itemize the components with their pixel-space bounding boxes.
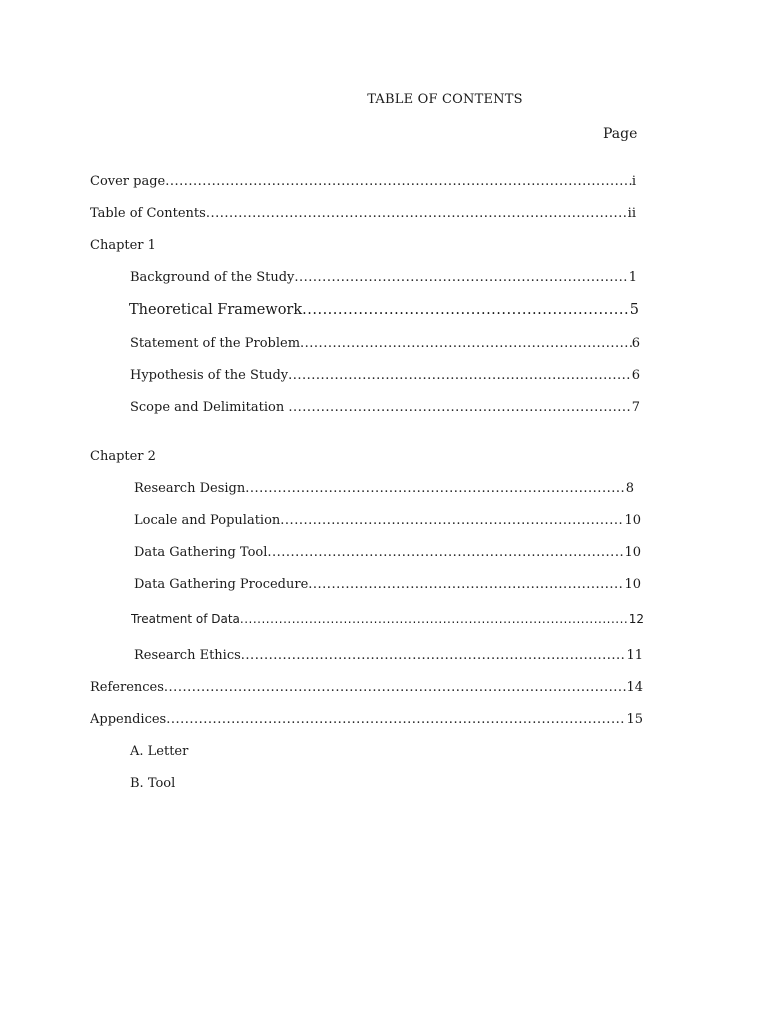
toc-entry-label: References — [90, 680, 164, 695]
toc-entry-label: Research Design — [134, 481, 246, 496]
toc-entry-label: Treatment of Data — [131, 612, 240, 626]
toc-entry-label: Cover page — [90, 174, 166, 189]
toc-entry-page: 14 — [626, 680, 643, 695]
toc-entry-scope — [130, 400, 640, 420]
toc-entry-page: 6 — [631, 336, 640, 351]
dot-leader — [302, 302, 630, 318]
toc-entry-page: 7 — [631, 400, 640, 415]
toc-entry-label: Hypothesis of the Study — [130, 368, 289, 383]
dot-leader — [245, 481, 625, 496]
dot-leader — [166, 712, 626, 727]
dot-leader — [240, 612, 629, 626]
page-column-heading: Page — [603, 126, 638, 142]
dot-leader — [164, 680, 627, 695]
dot-leader — [267, 545, 624, 560]
toc-entry-research-design — [134, 481, 634, 501]
toc-entry-research-ethics — [134, 648, 643, 668]
toc-entry-theoretical-framework — [129, 302, 639, 322]
appendix-a-letter: A. Letter — [130, 744, 189, 759]
dot-leader — [280, 513, 624, 528]
toc-entry-page: ii — [627, 206, 636, 221]
toc-entry-references — [90, 680, 643, 700]
toc-entry-locale-population — [134, 513, 641, 533]
toc-entry-label: Background of the Study — [130, 270, 295, 285]
toc-entry-page: 10 — [624, 545, 641, 560]
toc-entry-label: Data Gathering Tool — [134, 545, 268, 560]
toc-entry-label: Table of Contents — [90, 206, 206, 221]
toc-entry-table-of-contents — [90, 206, 636, 226]
dot-leader — [206, 206, 628, 221]
toc-entry-statement-problem — [130, 336, 640, 356]
toc-entry-page: i — [631, 174, 636, 189]
toc-entry-label: Appendices — [90, 712, 167, 727]
toc-entry-page: 8 — [625, 481, 634, 496]
toc-entry-label: Data Gathering Procedure — [134, 577, 309, 592]
toc-entry-page: 11 — [626, 648, 643, 663]
dot-leader — [288, 368, 632, 383]
dot-leader — [300, 336, 632, 351]
toc-entry-appendices — [90, 712, 643, 732]
toc-entry-treatment-data — [131, 612, 644, 632]
toc-entry-label: Statement of the Problem — [130, 336, 301, 351]
toc-entry-page: 5 — [629, 302, 639, 318]
dot-leader — [308, 577, 624, 592]
toc-title: TABLE OF CONTENTS — [367, 92, 523, 107]
toc-entry-data-gathering-tool — [134, 545, 641, 565]
toc-entry-label: Locale and Population — [134, 513, 281, 528]
toc-entry-label: Research Ethics — [134, 648, 241, 663]
toc-entry-page: 6 — [631, 368, 640, 383]
toc-entry-label: Scope and Delimitation — [130, 400, 289, 415]
dot-leader — [241, 648, 627, 663]
toc-entry-page: 10 — [624, 577, 641, 592]
toc-entry-page: 12 — [628, 612, 644, 626]
toc-entry-label: Theoretical Framework — [129, 302, 303, 318]
toc-entry-cover-page — [90, 174, 636, 194]
toc-entry-page: 1 — [628, 270, 637, 285]
dot-leader — [288, 400, 631, 415]
chapter-2-heading: Chapter 2 — [90, 449, 156, 464]
toc-entry-page: 15 — [626, 712, 643, 727]
toc-entry-page: 10 — [624, 513, 641, 528]
toc-entry-background — [130, 270, 637, 290]
chapter-1-heading: Chapter 1 — [90, 238, 156, 253]
dot-leader — [294, 270, 628, 285]
dot-leader — [165, 174, 632, 189]
appendix-b-tool: B. Tool — [130, 776, 176, 791]
toc-entry-hypothesis — [130, 368, 640, 388]
toc-entry-data-gathering-procedure — [134, 577, 641, 597]
